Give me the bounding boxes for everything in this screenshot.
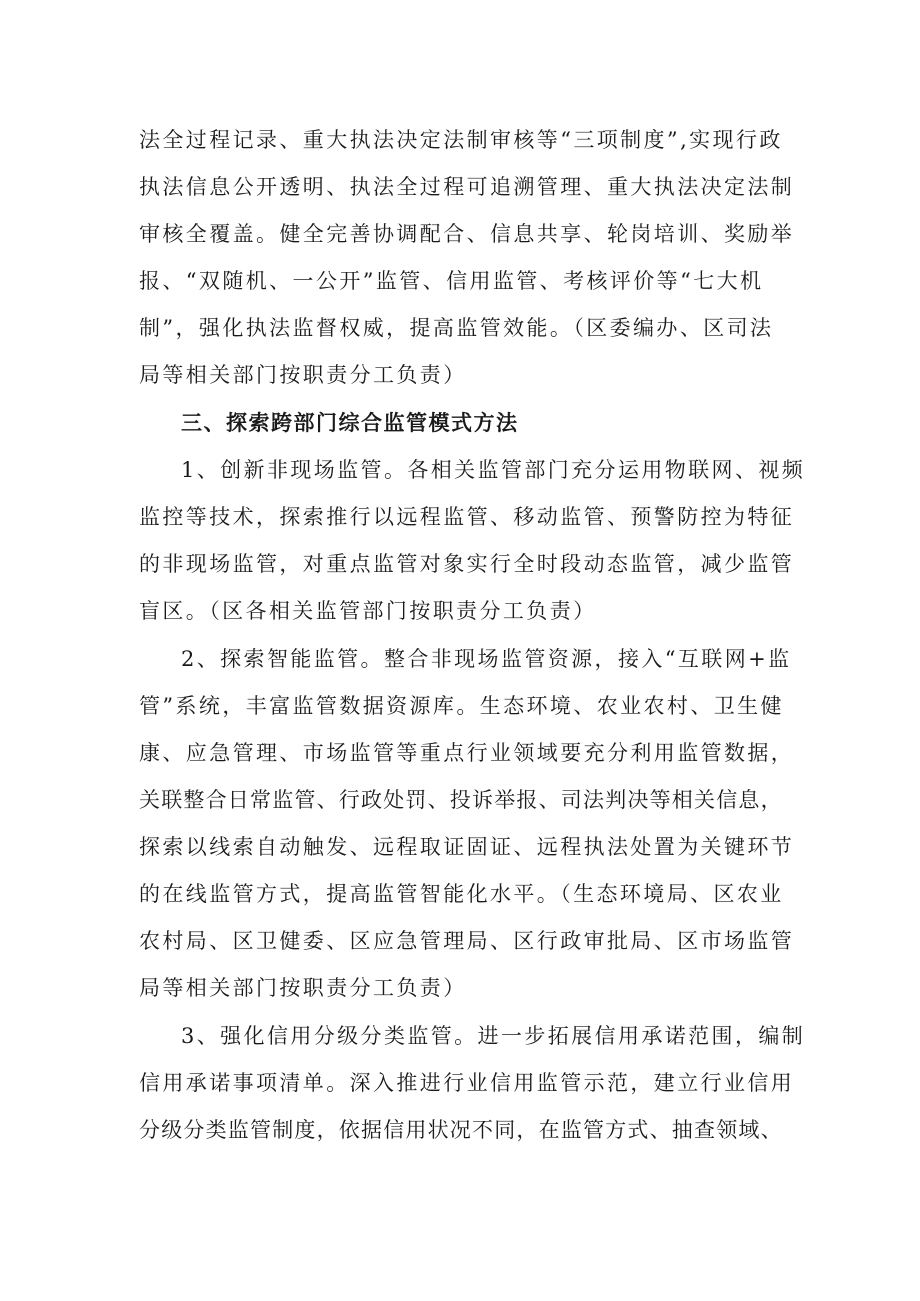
- text-line: 审核全覆盖。健全完善协调配合、信息共享、轮岗培训、奖励举: [139, 222, 795, 246]
- text-line: 分级分类监管制度，依据信用状况不同，在监管方式、抽查领域、: [139, 1118, 783, 1142]
- text-line: 探索以线索自动触发、远程取证固证、远程执法处置为关键环节: [139, 835, 795, 859]
- text-line: 报、“双随机、一公开”监管、信用监管、考核评价等“七大机: [139, 269, 764, 293]
- section-heading: 三、探索跨部门综合监管模式方法: [181, 411, 519, 435]
- text-line: 局等相关部门按职责分工负责）: [139, 363, 467, 387]
- text-line: 信用承诺事项清单。深入推进行业信用监管示范，建立行业信用: [139, 1071, 795, 1095]
- text-line: 的非现场监管，对重点监管对象实行全时段动态监管，减少监管: [139, 552, 795, 576]
- text-line: 制”，强化执法监督权威，提高监管效能。（区委编办、区司法: [139, 316, 774, 340]
- text-line: 执法信息公开透明、执法全过程可追溯管理、重大执法决定法制: [139, 175, 795, 199]
- text-line: 盲区。（区各相关监管部门按职责分工负责）: [139, 599, 597, 623]
- paragraph-first-line: 2、探索智能监管。整合非现场监管资源，接入“互联网+监: [181, 647, 792, 671]
- text-line: 监控等技术，探索推行以远程监管、移动监管、预警防控为特征: [139, 505, 795, 529]
- paragraph-first-line: 3、强化信用分级分类监管。进一步拓展信用承诺范围，编制: [181, 1024, 806, 1048]
- text-line: 农村局、区卫健委、区应急管理局、区行政审批局、区市场监管: [139, 929, 795, 953]
- text-line: 管”系统，丰富监管数据资源库。生态环境、农业农村、卫生健: [139, 694, 784, 718]
- text-line: 局等相关部门按职责分工负责）: [139, 976, 467, 1000]
- text-line: 法全过程记录、重大执法决定法制审核等“三项制度”,实现行政: [139, 128, 783, 152]
- text-line: 的在线监管方式，提高监管智能化水平。（生态环境局、区农业: [139, 882, 784, 906]
- paragraph-first-line: 1、创新非现场监管。各相关监管部门充分运用物联网、视频: [181, 458, 806, 482]
- text-line: 康、应急管理、市场监管等重点行业领域要充分利用监管数据，: [139, 741, 795, 765]
- text-line: 关联整合日常监管、行政处罚、投诉举报、司法判决等相关信息，: [139, 788, 783, 812]
